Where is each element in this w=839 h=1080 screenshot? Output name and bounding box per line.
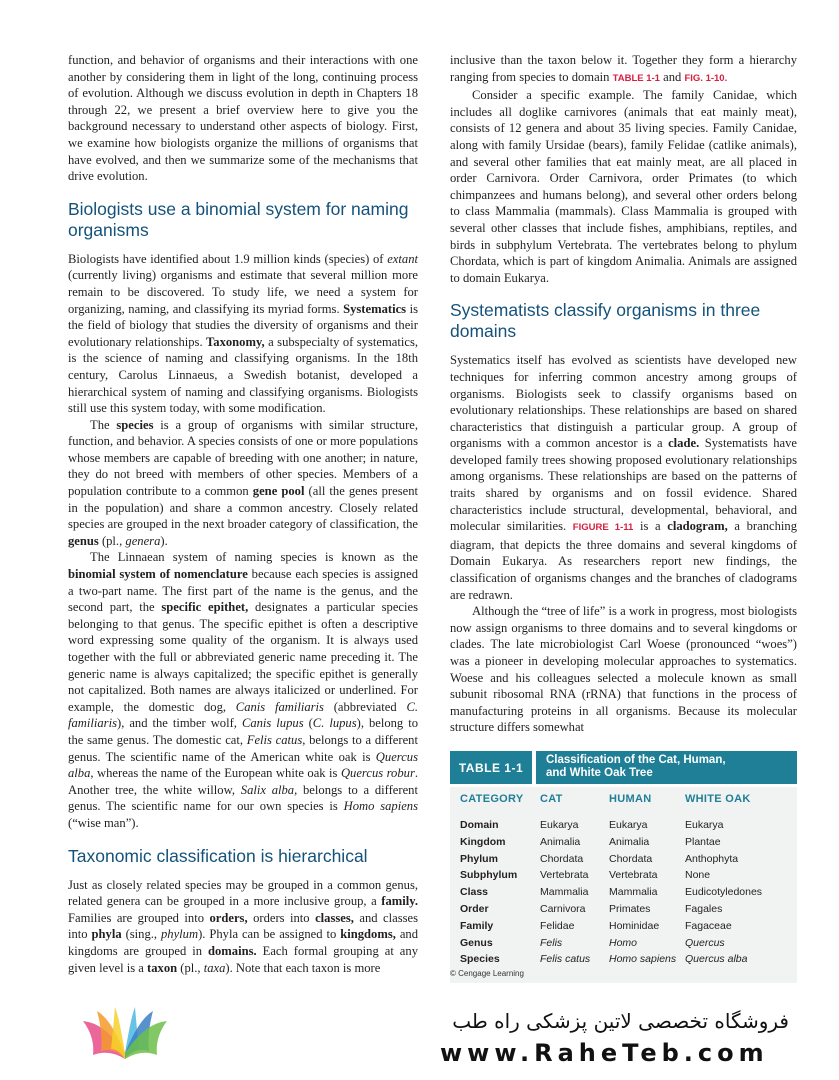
species-paragraph: The species is a group of organisms with similar structure, function, and behavior. A species consists of one or more populations whose members are capable of breeding with one another; in nature, they do not breed with members of other species. Members of a population contribute to a common gene pool (all the genes present in the population) and share a common ancestry. Closely related species are grouped in the next broader category of classification, the genus (pl., genera). — [68, 417, 418, 548]
table-cell: Fagales — [685, 903, 723, 915]
table-cell: Eukarya — [609, 819, 648, 831]
table-cell: Eukarya — [540, 819, 579, 831]
table-title-line-2: and White Oak Tree — [546, 767, 653, 779]
table-title-line-1: Classification of the Cat, Human, — [546, 754, 726, 766]
table-cell: Fagaceae — [685, 919, 732, 932]
table-cell: Homo — [609, 936, 638, 949]
figure-reference-link[interactable]: FIG. 1-10. — [684, 72, 728, 84]
left-column — [68, 52, 418, 976]
table-cell: Plantae — [685, 835, 721, 848]
table-cell: Hominidae — [609, 919, 660, 932]
column-header-cat: CAT — [540, 793, 563, 805]
table-row-category: Order — [460, 903, 489, 915]
table-row — [450, 920, 797, 937]
table-header — [450, 747, 797, 787]
table-cell: Eudicotyledones — [685, 886, 763, 899]
heading-binomial-system: Biologists use a binomial system for naming organisms — [68, 198, 409, 240]
table-row-category: Subphylum — [460, 869, 518, 882]
table-cell: Homo sapiens — [609, 953, 677, 966]
table-cell: Eukarya — [685, 819, 724, 831]
table-reference-link[interactable]: TABLE 1-1 — [612, 72, 660, 84]
table-label: TABLE 1-1 — [450, 751, 532, 784]
table-row — [450, 819, 797, 836]
table-row-category: Class — [460, 886, 489, 899]
table-row — [450, 886, 797, 903]
watermark-footer — [0, 995, 839, 1080]
classification-table — [450, 747, 797, 983]
heading-taxonomic-hierarchy: Taxonomic classification is hierarchical — [68, 845, 368, 866]
table-cell: Quercus alba — [685, 953, 748, 966]
table-row — [450, 836, 797, 853]
table-cell: Felis — [540, 936, 563, 949]
table-cell: Felidae — [540, 919, 575, 932]
right-column — [450, 52, 797, 736]
figure-reference-link[interactable]: FIGURE 1-11 — [572, 522, 634, 534]
table-credit: © Cengage Learning — [450, 969, 524, 978]
table-row — [450, 937, 797, 954]
shop-name: فروشگاه تخصصی لاتین پزشکی راه طب — [452, 1009, 789, 1033]
heading-three-domains: Systematists classify organisms in three domains — [450, 300, 761, 342]
table-cell: Vertebrata — [609, 869, 658, 882]
table-cell: Chordata — [609, 852, 653, 865]
table-cell: Quercus — [685, 936, 725, 949]
table-cell: Carnivora — [540, 903, 586, 915]
table-row-category: Kingdom — [460, 835, 506, 848]
site-url[interactable]: www.RaheTeb.com — [440, 1039, 769, 1067]
table-cell: Primates — [609, 903, 651, 915]
table-row — [450, 869, 797, 886]
table-title — [536, 751, 797, 784]
table-row — [450, 903, 797, 920]
table-row — [450, 953, 797, 970]
linnaean-paragraph: The Linnaean system of naming species is known as the binomial system of nomenclature because each species is assigned a two-part name. The first part of the name is the genus, and the second part, the specific epithet, designates a particular species belonging to that genus. The specific epithet is often a descriptive word expressing some quality of the organism. It is always used together with the full or abbreviated generic name preceding it. The generic name is always capitalized; the specific epithet is generally not capitalized. Both names are always italicized or underlined. For example, the domestic dog, Canis familiaris (abbreviated C. familiaris), and the timber wolf, Canis lupus (C. lupus), belong to the same genus. The domestic cat, Felis catus, belongs to a different genus. The scientific name of the American white oak is Quercus alba, whereas the name of the European white oak is Quercus robur. Another tree, the white willow, Salix alba, belongs to a different genus. The scientific name for our own species is Homo sapiens (“wise man”). — [68, 550, 419, 830]
table-cell: Mammalia — [540, 886, 589, 899]
book-logo-icon — [75, 1003, 175, 1069]
table-cell: None — [685, 869, 711, 882]
systematics-paragraph: Systematics itself has evolved as scientists have developed new techniques for inferring common ancestry among groups of organisms. Biologists seek to classify organisms based on evolutionary relationships. These relationships are based on shared characteristics that distinguish a particular group. A group of organisms with a common ancestor is a clade. Systematists have developed family trees showing proposed evolutionary relationships among organisms. These relationships are based on the patterns of traits shared by organisms and on fossil evidence. Shared characteristics include structural, developmental, behavioral, and molecular similarities. FIGURE 1-11 is a cladogram, a branching diagram, that depicts the three domains and several kingdoms of Domain Eukarya. As researchers report new findings, the classification of organisms changes and the branches of cladograms are redrawn. — [450, 353, 797, 602]
table-cell: Mammalia — [609, 886, 658, 899]
column-header-white-oak: WHITE OAK — [685, 793, 751, 805]
table-cell: Animalia — [609, 835, 650, 848]
table-row-category: Species — [460, 953, 500, 966]
column-header-human: HUMAN — [609, 793, 652, 805]
canidae-paragraph: Consider a specific example. The family Canidae, which includes all doglike carnivores (animals that eat mainly meat), consists of 12 genera and about 35 living species. Family Canidae, along with family Ursidae (bears), family Felidae (catlike animals), and several other families that eat mainly meat, are all placed in order Carnivora. Order Carnivora, order Primates (to which chimpanzees and humans belong), and several other orders belong to class Mammalia (mammals). Class Mammalia is grouped with several other classes that include fishes, amphibians, reptiles, and birds in subphylum Vertebrata. The vertebrates belong to phylum Chordata, which is part of kingdom Animalia. Animals are assigned to domain Eukarya. — [450, 88, 797, 285]
column-header-category: CATEGORY — [460, 793, 524, 805]
table-cell: Chordata — [540, 852, 584, 865]
table-row — [450, 853, 797, 870]
continued-paragraph: inclusive than the taxon below it. Together they form a hierarchy ranging from species to domain TABLE 1-1 and FIG. 1-10. — [450, 53, 797, 84]
table-row-category: Domain — [460, 819, 499, 831]
table-cell: Anthophyta — [685, 852, 739, 865]
intro-paragraph: function, and behavior of organisms and their interactions with one another by considering them in light of the long, continuing process of evolution. Although we discuss evolution in depth in Chapters 18 through 22, we present a brief overview here to give you the background necessary to understand other aspects of biology. First, we examine how biologists organize the millions of organisms that have evolved, and then we summarize some of the mechanisms that drive evolution. — [68, 53, 418, 184]
table-cell: Vertebrata — [540, 869, 589, 882]
table-cell: Felis catus — [540, 953, 591, 966]
table-row-category: Family — [460, 919, 494, 932]
tree-of-life-paragraph: Although the “tree of life” is a work in progress, most biologists now assign organisms to three domains and to several kingdoms or clades. The late microbiologist Carl Woese (pronounced “woes”) was a pioneer in developing molecular approaches to systematics. Woese and his colleagues selected a molecule known as small subunit ribosomal RNA (rRNA) that functions in the process of manufacturing proteins in all organisms. Because its molecular structure differs somewhat — [450, 604, 797, 735]
table-row-category: Phylum — [460, 852, 498, 865]
table-cell: Animalia — [540, 835, 581, 848]
binomial-paragraph: Biologists have identified about 1.9 million kinds (species) of extant (currently living) organisms and estimate that several million more remain to be discovered. To study life, we need a system for organizing, naming, and classifying its myriad forms. Systematics is the field of biology that studies the diversity of organisms and their evolutionary relationships. Taxonomy, a subspecialty of systematics, is the science of naming and classifying organisms. In the 18th century, Carolus Linnaeus, a Swedish botanist, developed a hierarchical system of naming and classifying organisms. Biologists still use this system today, with some modification. — [68, 251, 418, 416]
taxonomic-paragraph: Just as closely related species may be grouped in a common genus, related genera can be grouped in a more inclusive group, a family. Families are grouped into orders, orders into classes, and classes into phyla (sing., phylum). Phyla can be assigned to kingdoms, and kingdoms are grouped in domains. Each formal grouping at any given level is a taxon (pl., taxa). Note that each taxon is more — [68, 877, 419, 975]
table-row-category: Genus — [460, 936, 493, 949]
